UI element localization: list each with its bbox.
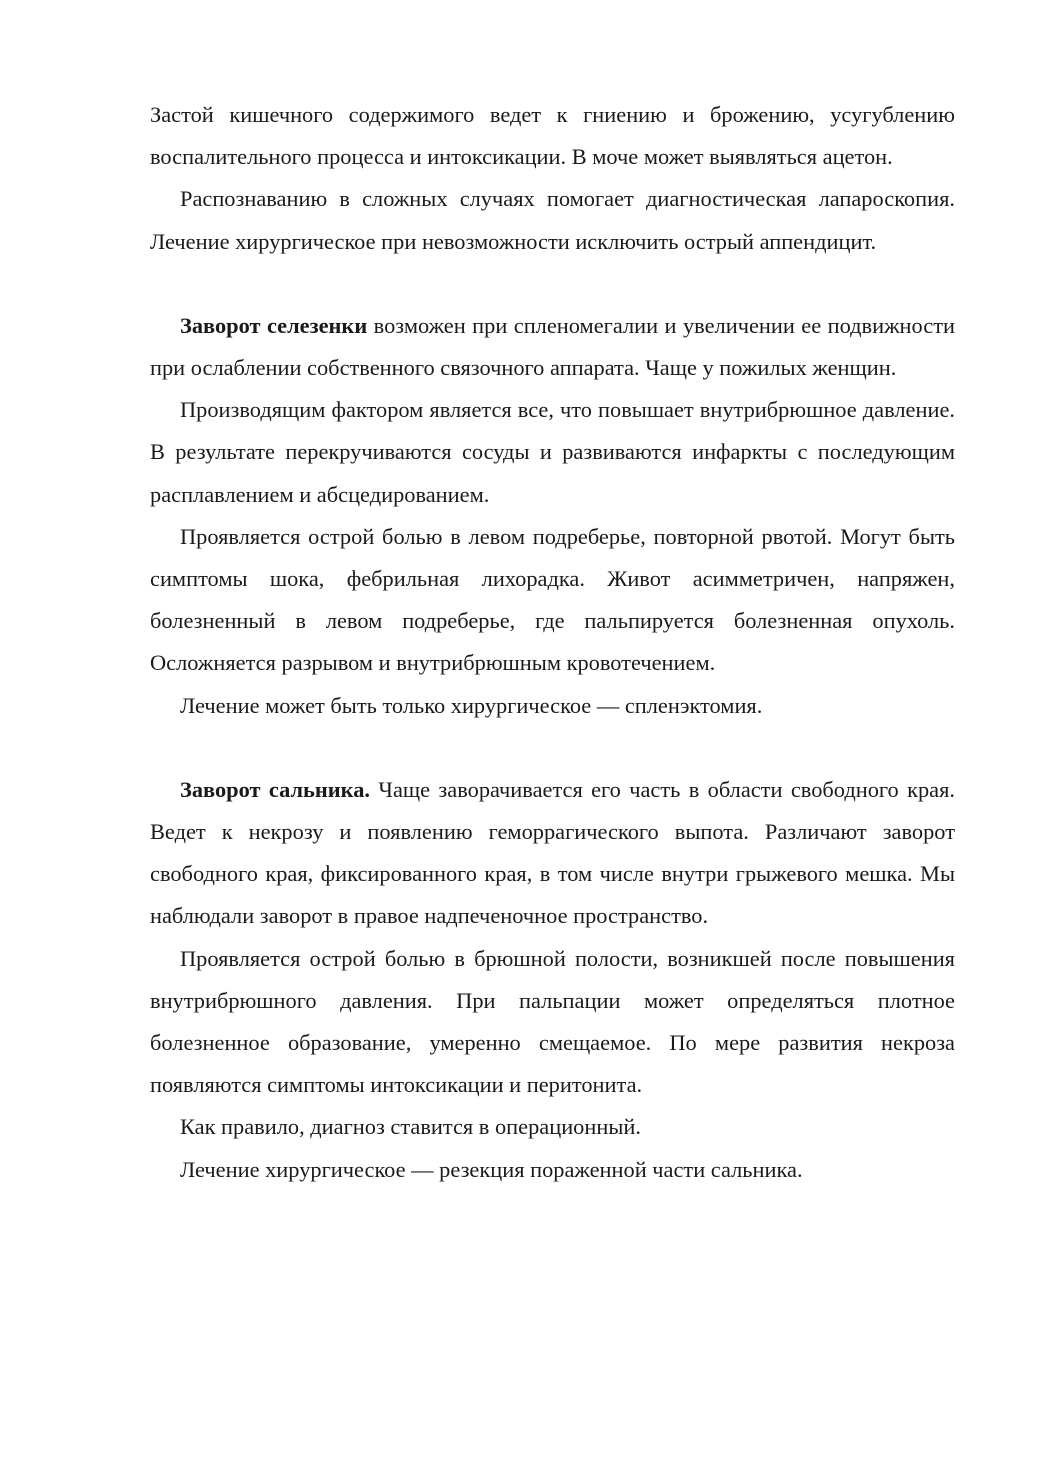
paragraph-spacer — [150, 727, 955, 769]
paragraph-omentum-diagnosis — [150, 1106, 955, 1148]
paragraph-spleen-treatment — [150, 685, 955, 727]
paragraph-text: Распознаванию в сложных случаях помогает диагностическая лапароскопия. Лечение хирургическое при невозможности исключить острый аппендицит. — [150, 186, 955, 254]
paragraph-text: Застой кишечного содержимого ведет к гниению и брожению, усугублению воспалительного процесса и интоксикации. В моче может выявляться ацетон. — [150, 102, 955, 170]
paragraph-intestinal-stasis — [150, 94, 955, 178]
paragraph-spleen-symptoms — [150, 516, 955, 685]
paragraph-omentum-symptoms — [150, 938, 955, 1107]
paragraph-spleen-torsion — [150, 305, 955, 389]
paragraph-text: Как правило, диагноз ставится в операционный. — [180, 1114, 641, 1140]
paragraph-omentum-treatment — [150, 1149, 955, 1191]
paragraph-laparoscopy — [150, 178, 955, 262]
paragraph-text: Лечение может быть только хирургическое — спленэктомия. — [180, 692, 763, 718]
paragraph-text: Проявляется острой болью в левом подреберье, повторной рвотой. Могут быть симптомы шока, фебрильная лихорадка. Живот асимметричен, напряжен, болезненный в левом подреберье, где пальпируется болезненная опухоль. Осложняется разрывом и внутрибрюшным кровотечением. — [150, 523, 955, 676]
paragraph-text: Производящим фактором является все, что повышает внутрибрюшное давление. В результате перекручиваются сосуды и развиваются инфаркты с последующим расплавлением и абсцедированием. — [150, 397, 955, 507]
paragraph-text: Чаще заворачивается его часть в области свободного края. Ведет к некрозу и появлению геморрагического выпота. Различают заворот свободного края, фиксированного края, в том числе внутри грыжевого мешка. Мы наблюдали заворот в правое надпеченочное пространство. — [150, 776, 955, 929]
paragraph-text: Лечение хирургическое — резекция пораженной части сальника. — [180, 1156, 803, 1182]
paragraph-spacer — [150, 263, 955, 305]
document-body — [150, 94, 955, 1191]
section-heading-spleen-torsion: Заворот селезенки — [180, 312, 368, 338]
paragraph-spleen-cause — [150, 389, 955, 516]
paragraph-text: Проявляется острой болью в брюшной полости, возникшей после повышения внутрибрюшного давления. При пальпации может определяться плотное болезненное образование, умеренно смещаемое. По мере развития некроза появляются симптомы интоксикации и перитонита. — [150, 945, 955, 1098]
paragraph-text: возможен при спленомегалии и увеличении ее подвижности при ослаблении собственного связочного аппарата. Чаще у пожилых женщин. — [150, 312, 955, 381]
paragraph-omentum-torsion — [150, 769, 955, 938]
section-heading-omentum-torsion: Заворот сальника. — [180, 776, 371, 802]
